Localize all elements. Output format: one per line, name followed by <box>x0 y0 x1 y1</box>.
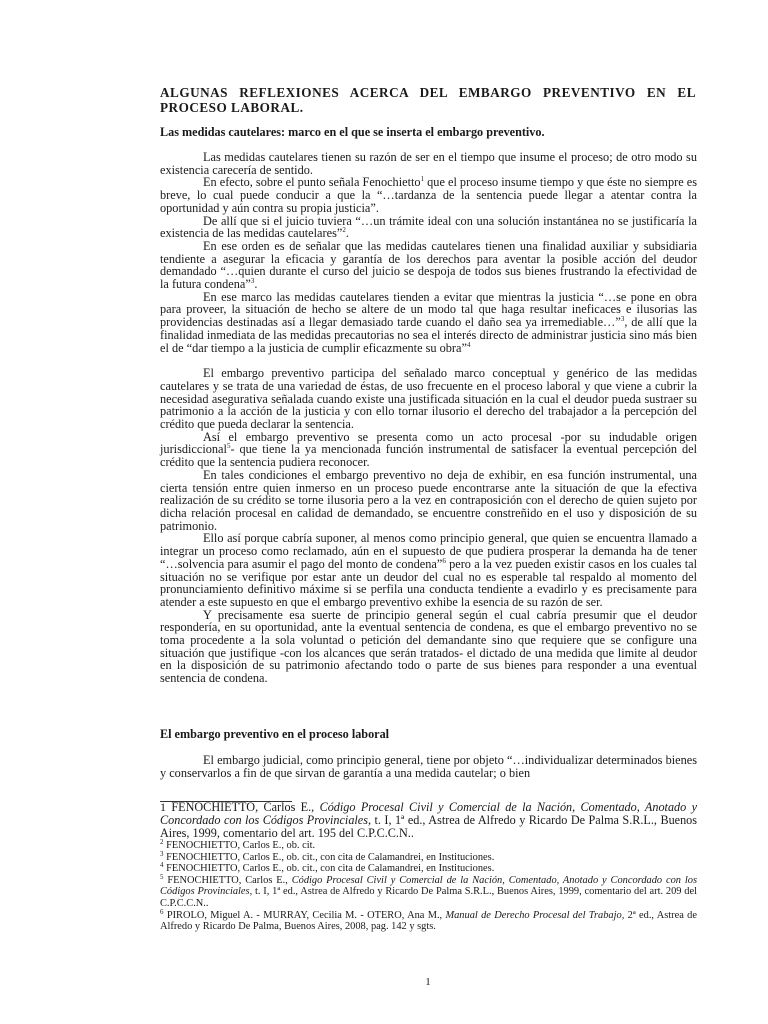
footnote-1: 1 FENOCHIETTO, Carlos E., Código Procesal Civil y Comercial de la Nación, Comentado, Anotado y Concordado con los Códigos Provinciales, t. I, 1ª ed., Astrea de Alfredo y Ricardo De Palma S.R.L., Buenos Aires, 1999, comentario del art. 195 del C.P.C.C.N.. <box>160 800 698 840</box>
footnote-3: $^3$ FENOCHIETTO, Carlos E., ob. cit., con cita de Calamandrei, en Instituciones. <box>160 849 495 863</box>
paragraph: En ese orden es de señalar que las medidas cautelares tienen una finalidad auxiliar y subsidiaria tendiente a asegurar la eficacia y garantía de los derechos para aventar la posible acción del deudor demandado “…quien durante el curso del juicio se despoja de todos sus bienes frustrando la efectividad de la futura condena”$^3$. <box>160 238 697 292</box>
footnotes <box>160 801 697 933</box>
title-line-2: PROCESO LABORAL. <box>160 100 304 115</box>
footnote-ref-5: 5 <box>226 442 231 451</box>
footnote-6: $^6$ PIROLO, Miguel A. - MURRAY, Cecilia M. - OTERO, Ana M., Manual de Derecho Procesal del Trabajo, 2ª ed., Astrea de Alfredo y Ricardo De Palma, Buenos Aires, 2008, pag. 142 y sgts. <box>160 907 697 933</box>
paragraph: En tales condiciones el embargo preventivo no deja de exhibir, en esa función instrumental, una cierta tensión entre quien inmerso en un proceso puede encontrarse ante la situación de que la efectiva realización de su crédito se torne ilusoria pero a la vez en contraposición con el derecho de quien sujeto por dicha relación procesal en calidad de demandado, se encuentre constreñido en el uso y disposición de su patrimonio. <box>160 467 697 533</box>
paragraph: Y precisamente esa suerte de principio general según el cual cabría presumir que el deudor respondería, en su oportunidad, ante la eventual sentencia de condena, es que el embargo preventivo no se toma procedente a la sola voluntad o petición del demandante sino que requiere que se configure una situación que justifique -con los alcances que serán tratados- el dictado de una medida que limite al deudor en la disposición de su patrimonio afectando todo o parte de sus bienes para responder a una eventual sentencia de condena. <box>160 607 697 686</box>
section-body-embargo-laboral <box>160 754 697 779</box>
paragraph: De allí que si el juicio tuviera “…un trámite ideal con una solución instantánea no se justificaría la existencia de las medidas cautelares”$^2$. <box>160 213 697 241</box>
paragraph: En efecto, sobre el punto señala Fenochietto$^1$ que el proceso insume tiempo y que éste no siempre es breve, lo cual puede conducir a que la “…tardanza de la sentencia puede llegar a atentar contra la oportunidad y aún contra su propia justicia”. <box>160 175 697 215</box>
section-heading-medidas-cautelares: Las medidas cautelares: marco en el que se inserta el embargo preventivo. <box>160 125 545 139</box>
footnote-ref-3b: 3 <box>620 315 625 324</box>
paragraph: En ese marco las medidas cautelares tienden a evitar que mientras la justicia “…se pone en obra para proveer, la situación de hecho se altere de un modo tal que haga resultar ineficaces e ilusorias las providencias destinadas así a llegar demasiado tarde cuando el daño sea ya irremediable…”$^3$, de allí que la finalidad inmediata de las medidas precautorias no sea el interés directo de administrar justicia sino más bien el de “dar tiempo a la justicia de cumplir eficazmente su obra”$^4$ <box>160 289 697 355</box>
footnote-ref-2: 2 <box>342 226 346 235</box>
footnote-ref-4: 4 <box>466 340 471 349</box>
paragraph: Las medidas cautelares tienen su razón de ser en el tiempo que insume el proceso; de otro modo su existencia carecería de sentido. <box>160 150 697 177</box>
footnote-ref-3: 3 <box>250 277 255 286</box>
document-title <box>160 85 696 115</box>
footnote-4: $^4$ FENOCHIETTO, Carlos E., ob. cit., con cita de Calamandrei, en Instituciones. <box>160 861 495 875</box>
footnote-ref-6: 6 <box>442 556 446 565</box>
footnote-2: $^2$ FENOCHIETTO, Carlos E., ob. cit. <box>160 838 316 851</box>
paragraph: El embargo preventivo participa del señalado marco conceptual y genérico de las medidas cautelares y se trata de una variedad de éstas, de uso frecuente en el proceso laboral y que viene a cubrir la necesidad asegurativa señalada cuando existe una justificada situación en la cual el deudor pueda sustraer su patrimonio a la acción de la justicia y con ello tornar ilusorio el derecho del trabajador a la percepción del crédito que pueda declarar la sentencia. <box>160 366 697 432</box>
paragraph: El embargo judicial, como principio general, tiene por objeto “…individualizar determinados bienes y conservarlos a fin de que sirvan de garantía a una medida cautelar; o bien <box>160 753 697 780</box>
section-body-medidas-cautelares <box>160 151 697 685</box>
section-heading-embargo-laboral: El embargo preventivo en el proceso laboral <box>160 727 390 741</box>
footnote-ref-1: 1 <box>420 175 425 184</box>
paragraph: Ello así porque cabría suponer, al menos como principio general, que quien se encuentra llamado a integrar un proceso como reclamado, aún en el supuesto de que pudiera prosperar la demanda ha de tener “…solvencia para asumir el pago del monto de condena”$^6$ pero a la vez pueden existir casos en los cuales tal situación no se verifique por estar ante un deudor del cual no es esperable tal respaldo al momento del pronunciamiento definitivo máxime si se perfila una conducta tendiente a evadirlo y es precisamente para atender a este supuesto en que el embargo preventivo exhibe la esencia de su razón de ser. <box>160 531 697 609</box>
page-number: 1 <box>425 976 431 988</box>
paragraph: Así el embargo preventivo se presenta como un acto procesal -por su indudable origen jurisdiccional$^5$- que tiene la ya mencionada función instrumental de satisfacer la eventual percepción del crédito que la sentencia pudiera reconocer. <box>160 429 697 470</box>
title-line-1: ALGUNAS REFLEXIONES ACERCA DEL EMBARGO PREVENTIVO EN EL <box>160 85 696 100</box>
footnote-5: $^5$ FENOCHIETTO, Carlos E., Código Procesal Civil y Comercial de la Nación, Comentado, Anotado y Concordado con los Códigos Provinciales, t. I, 1ª ed., Astrea de Alfredo y Ricardo De Palma S.R.L., Buenos Aires, 1999, comentario del art. 209 del C.P.C.C.N.. <box>160 872 698 909</box>
